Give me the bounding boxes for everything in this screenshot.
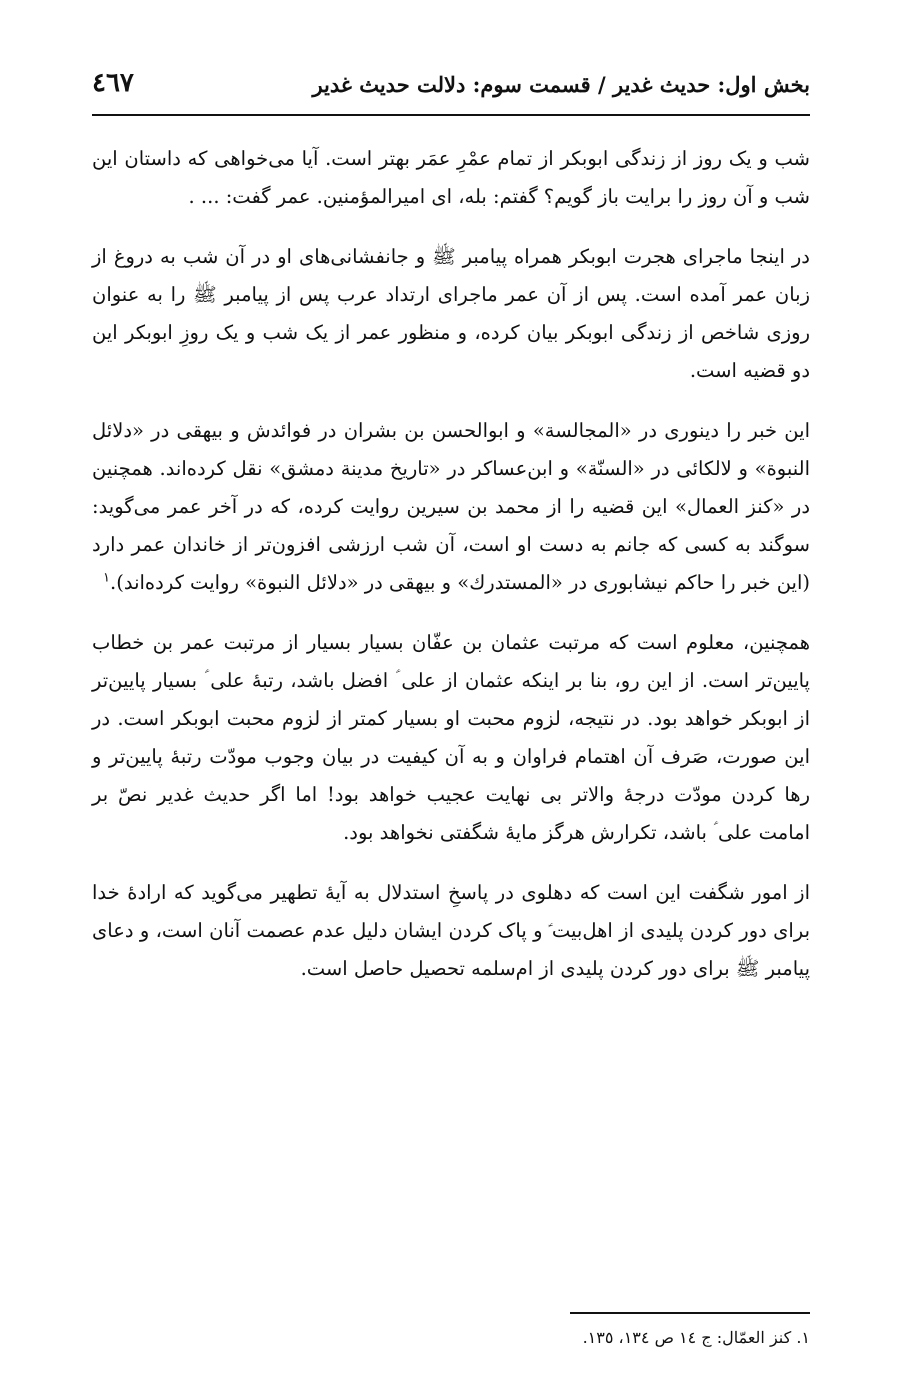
footnote-marker[interactable]: ١ [103,570,111,586]
paragraph-3-text: این خبر را دینوری در «المجالسة» و ابوالحسن بن بشران در فوائدش و بیهقی در «دلائل النبوة» و لالکائی در «السنّة» و ابن‌عساکر در «تاریخ مدینة دمشق» نقل کرده‌اند. همچنین در «کنز العمال» این قضیه را از محمد بن سیرین روایت کرده، که در آخر عمر می‌گوید: سوگند به کسی که جانم به دست او است، آن شب ارزشی افزون‌تر از خاندان عمر دارد (این خبر را حاکم نیشابوری در «المستدرك» و بیهقی در «دلائل النبوة» روایت کرده‌اند). [92,419,810,594]
paragraph-1: شب و یک روز از زندگی ابوبکر از تمام عمْرِ عمَر بهتر است. آیا می‌خواهی که داستان این شب و آن روز را برایت باز گویم؟ گفتم: بله، ای امیرالمؤمنین. عمر گفت: ... . [92,147,810,208]
running-header [92,60,810,112]
header-rule [92,114,810,116]
page [92,60,810,1347]
body-text [92,140,810,988]
paragraph-4: همچنین، معلوم است که مرتبت عثمان بن عفّان بسیار بسیار از مرتبت عمر بن خطاب پایین‌تر است. از این رو، بنا بر اینکه عثمان از علی ؑ افضل باشد، رتبهٔ علی ؑ بسیار پایین‌تر از ابوبکر خواهد بود. در نتیجه، لزوم محبت او بسیار کمتر از لزوم محبت ابوبکر است. در این صورت، صَرف آن اهتمام فراوان و به آن کیفیت در بیان وجوب مودّت رتبهٔ پایین‌تر و رها کردن مودّت درجهٔ والاتر بی نهایت عجیب خواهد بود! اما اگر حدیث غدیر نصّ بر امامت علی ؑ باشد، تکرارش هرگز مایهٔ شگفتی نخواهد بود. [92,631,810,844]
paragraph-3 [92,412,810,602]
footnote-rule [570,1312,810,1314]
paragraph-5: از امور شگفت این است که دهلوی در پاسخِ استدلال به آیهٔ تطهیر می‌گوید که ارادهٔ خدا برای دور کردن پلیدی از اهل‌بیت ؑ و پاک کردن ایشان دلیل عدم عصمت آنان است، و دعای پیامبر ﷺ برای دور کردن پلیدی از ام‌سلمه تحصیل حاصل است. [92,881,810,980]
page-number: ٤٦٧ [92,68,134,98]
paragraph-2: در اینجا ماجرای هجرت ابوبکر همراه پیامبر ﷺ و جانفشانی‌های او در آن شب به دروغ از زبان عمر آمده است. پس از آن عمر ماجرای ارتداد عرب پس از پیامبر ﷺ را به عنوان روزی شاخص از زندگی ابوبکر بیان کرده، و منظور عمر از یک شب و یک روزِ ابوبکر این دو قضیه است. [92,245,810,382]
footnote: ١. کنز العمّال: ج ١٤ ص ١٣٤، ١٣٥. [582,1328,810,1347]
header-title: بخش اول: حدیث غدیر / قسمت سوم: دلالت حدیث غدیر [312,72,810,97]
